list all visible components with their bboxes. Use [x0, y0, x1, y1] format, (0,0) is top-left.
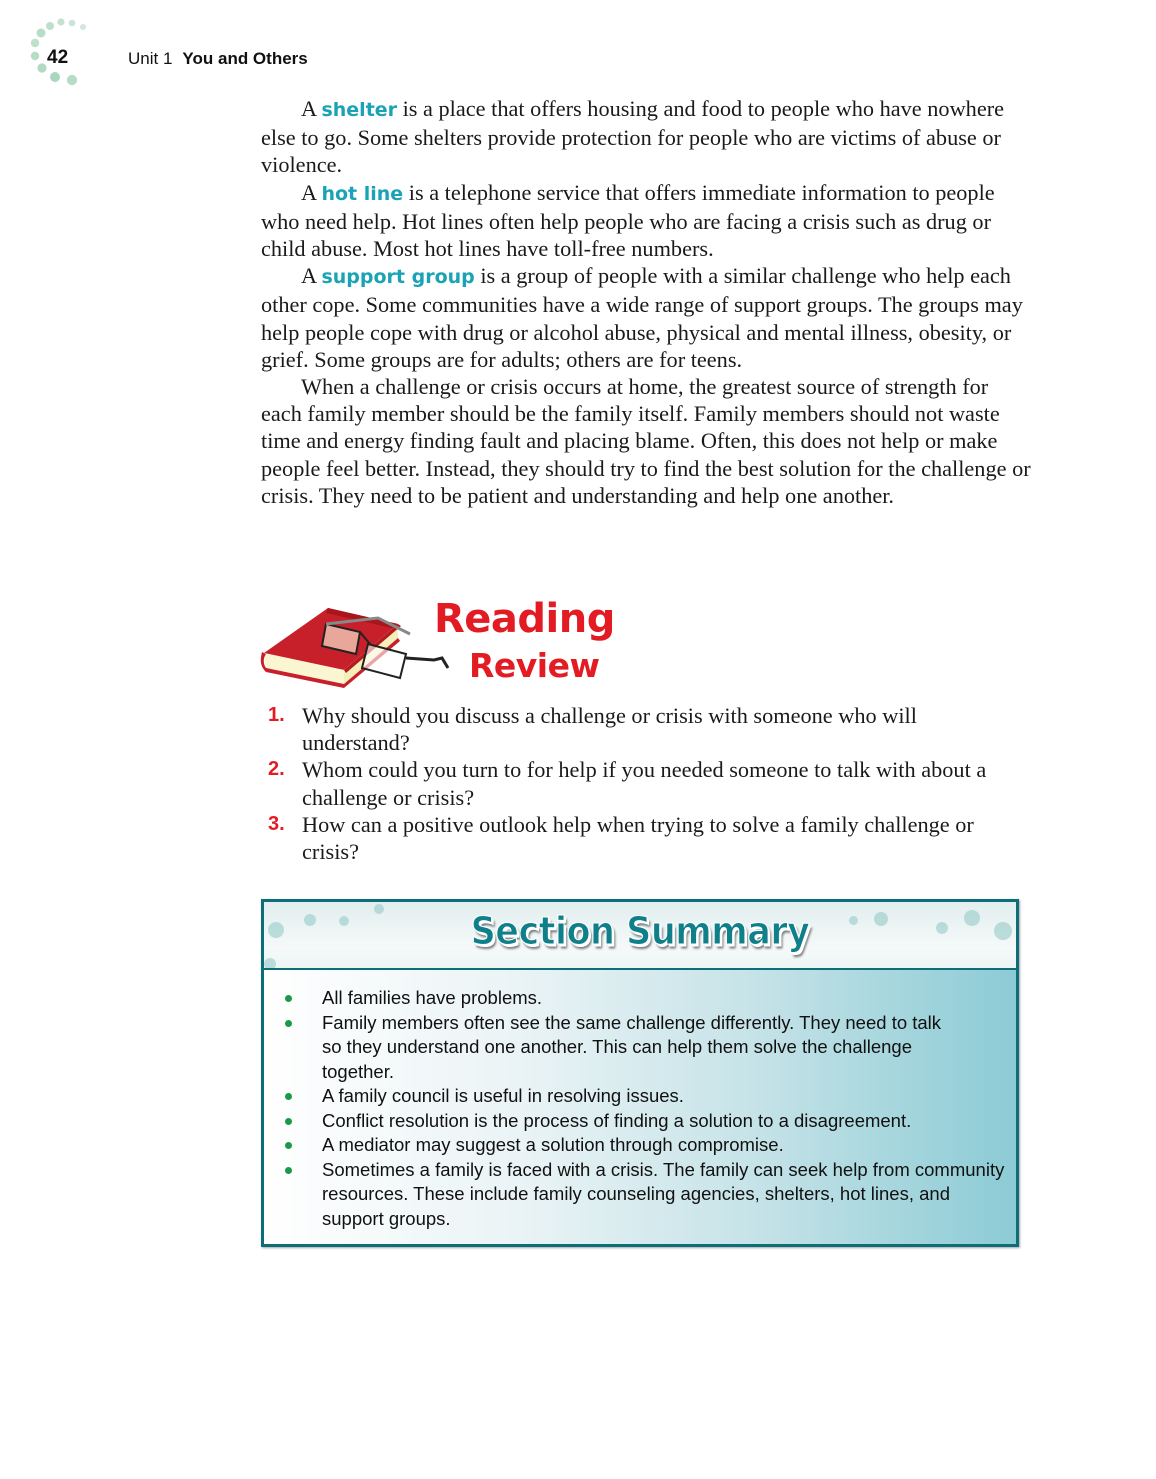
summary-item-text: Sometimes a family is faced with a crisis. The family can seek help from community resources. These include family counseling agencies, shelters, hot lines, and support groups. [322, 1158, 1005, 1229]
question-number: 3. [268, 812, 285, 835]
key-term-hot-line: hot line [321, 182, 404, 205]
reading-review-heading [258, 596, 638, 696]
page-header [0, 0, 400, 100]
question-text: Whom could you turn to for help if you needed someone to talk with about a challenge or crisis? [302, 757, 987, 810]
key-term-support-group: support group [321, 266, 475, 289]
question-number: 2. [268, 758, 285, 781]
review-question [268, 756, 1028, 810]
paragraph-support-group [261, 262, 1031, 373]
paragraph-text: When a challenge or crisis occurs at home, the greatest source of strength for each family member should be the family itself. Family members should not waste time and energy finding fault and placing blame. Often, this does not help or make people feel better. Instead, they should try to find the best solution for the challenge or crisis. They need to be patient and understanding and help one another. [261, 374, 1031, 508]
unit-title: You and Others [182, 49, 308, 68]
summary-item [264, 1133, 962, 1158]
summary-item-text: A mediator may suggest a solution through compromise. [322, 1134, 784, 1155]
question-number: 1. [268, 704, 285, 726]
summary-item-text: Family members often see the same challenge differently. They need to talk so they understand one another. This can help them solve the challenge together. [322, 1011, 942, 1082]
book-with-glasses-icon [258, 596, 458, 696]
bullet-icon [285, 995, 292, 1002]
paragraph-text: is a group of people with a similar challenge who help each other cope. Some communities have a wide range of support groups. The groups may help people cope with drug or alcohol abuse, physical and mental illness, obesity, or grief. Some groups are for adults; others are for teens. [261, 263, 1023, 372]
review-questions [268, 702, 1028, 865]
summary-item [264, 1109, 982, 1134]
bullet-icon [285, 1020, 292, 1027]
body-text [261, 95, 1031, 509]
section-summary-title: Section Summary [470, 910, 810, 954]
summary-item [264, 1011, 962, 1085]
section-summary-header [264, 902, 1016, 970]
key-term-shelter: shelter [321, 99, 398, 121]
paragraph-lead: A [301, 179, 322, 205]
bullet-icon [285, 1118, 292, 1125]
page-number: 42 [47, 47, 69, 68]
paragraph-lead: A [301, 263, 322, 289]
unit-number: Unit 1 [128, 49, 173, 68]
reading-review-subtitle: Review [469, 646, 600, 685]
section-summary-box [261, 899, 1019, 1247]
review-question [268, 702, 1028, 756]
summary-item-text: A family council is useful in resolving issues. [322, 1085, 684, 1106]
decorative-bubble-icon [264, 958, 276, 970]
summary-list [264, 986, 1016, 1231]
bullet-icon [285, 1093, 292, 1100]
paragraph-lead: A [301, 96, 322, 121]
bullet-icon [285, 1142, 292, 1149]
summary-item-text: All families have problems. [322, 987, 543, 1008]
summary-item-text: Conflict resolution is the process of finding a solution to a disagreement. [322, 1109, 912, 1131]
question-text: Why should you discuss a challenge or crisis with someone who will understand? [302, 703, 917, 756]
summary-item [264, 1158, 1012, 1232]
bullet-icon [285, 1167, 292, 1174]
unit-label [128, 49, 308, 69]
summary-item [264, 986, 962, 1011]
review-question [268, 811, 1028, 865]
question-text: How can a positive outlook help when trying to solve a family challenge or crisis? [302, 811, 974, 865]
summary-item [264, 1084, 962, 1109]
section-summary-body [264, 970, 1016, 1244]
paragraph-text: is a place that offers housing and food to people who have nowhere else to go. Some shelters provide protection for people who are victims of abuse or violence. [261, 96, 1005, 178]
paragraph-shelter [261, 95, 1031, 179]
paragraph-hot-line [261, 179, 1031, 263]
paragraph-family-crisis [261, 373, 1031, 509]
reading-review-title: Reading [434, 596, 615, 642]
paragraph-text: is a telephone service that offers immediate information to people who need help. Hot lines often help people who are facing a crisis such as drug or child abuse. Most hot lines have toll-free numbers. [261, 179, 995, 262]
